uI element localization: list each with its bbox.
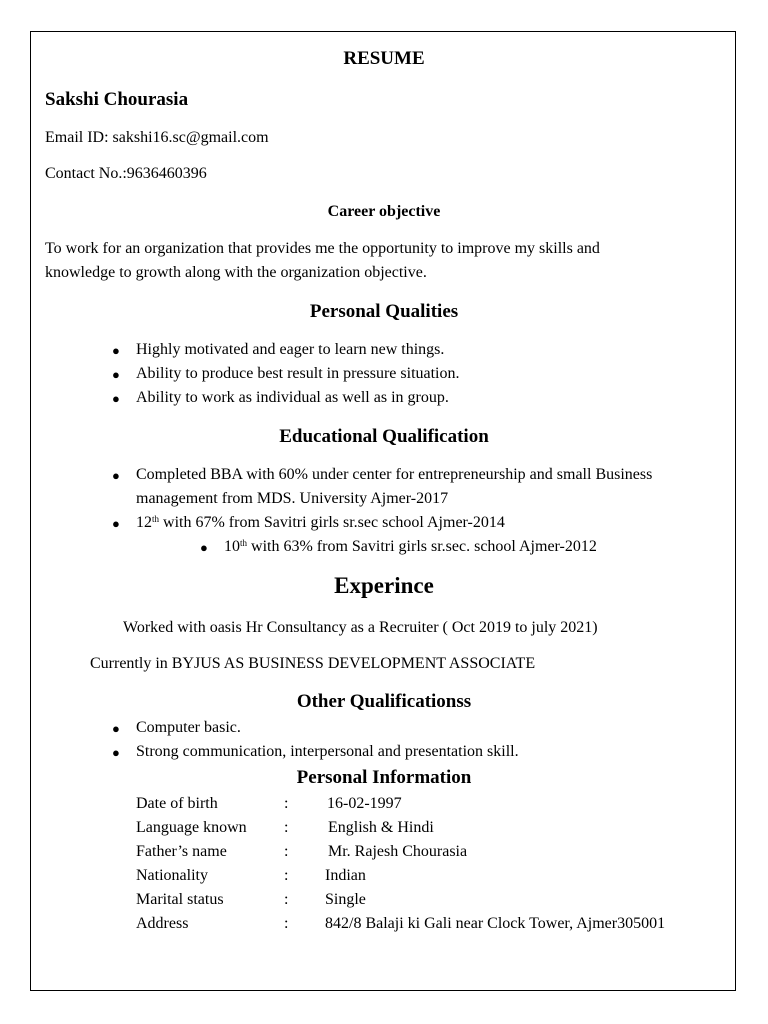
info-row-language xyxy=(136,819,736,841)
education-bba-line-1: Completed BBA with 60% under center for entrepreneurship and small Business xyxy=(136,466,653,483)
experience-line-1: Worked with oasis Hr Consultancy as a Recruiter ( Oct 2019 to july 2021) xyxy=(123,619,598,636)
other-item: Strong communication, interpersonal and presentation skill. xyxy=(136,743,519,760)
bullet-icon: ● xyxy=(112,367,120,382)
education-12th xyxy=(136,514,505,532)
experience-line-2: Currently in BYJUS AS BUSINESS DEVELOPMENT ASSOCIATE xyxy=(90,655,536,672)
info-row-dob xyxy=(136,795,736,817)
career-objective-line-2: knowledge to growth along with the organization objective. xyxy=(45,264,427,281)
info-label: Marital status xyxy=(136,891,224,908)
info-colon: : xyxy=(284,915,289,932)
info-value: Mr. Rajesh Chourasia xyxy=(328,843,468,860)
education-bba-line-2: management from MDS. University Ajmer-2017 xyxy=(136,490,449,507)
education-10th xyxy=(224,538,597,556)
education-12th-text: with 67% from Savitri girls sr.sec school Ajmer-2014 xyxy=(159,514,505,531)
bullet-icon: ● xyxy=(112,516,120,531)
info-label: Language known xyxy=(136,819,247,836)
email-line: Email ID: sakshi16.sc@gmail.com xyxy=(45,129,269,146)
other-qualifications-heading: Other Qualificationss xyxy=(296,691,472,712)
info-colon: : xyxy=(284,795,289,812)
info-colon: : xyxy=(284,819,289,836)
resume-title: RESUME xyxy=(343,48,425,69)
info-value: 842/8 Balaji ki Gali near Clock Tower, Ajmer305001 xyxy=(325,915,666,932)
other-item: Computer basic. xyxy=(136,719,241,736)
info-colon: : xyxy=(284,891,289,908)
quality-item: Ability to work as individual as well as in group. xyxy=(136,389,449,406)
info-label: Date of birth xyxy=(136,795,218,812)
info-value: English & Hindi xyxy=(328,819,434,836)
info-row-father xyxy=(136,843,736,865)
info-colon: : xyxy=(284,843,289,860)
info-value: 16-02-1997 xyxy=(327,795,402,812)
bullet-icon: ● xyxy=(112,343,120,358)
info-value: Indian xyxy=(325,867,366,884)
bullet-icon: ● xyxy=(112,745,120,760)
education-10th-num: 10 xyxy=(224,538,240,555)
bullet-icon: ● xyxy=(112,391,120,406)
candidate-name: Sakshi Chourasia xyxy=(45,89,189,110)
personal-qualities-heading: Personal Qualities xyxy=(309,301,459,322)
bullet-icon: ● xyxy=(200,540,208,555)
bullet-icon: ● xyxy=(112,468,120,483)
bullet-icon: ● xyxy=(112,721,120,736)
career-objective-heading: Career objective xyxy=(327,203,441,220)
info-label: Nationality xyxy=(136,867,208,884)
contact-line: Contact No.:9636460396 xyxy=(45,165,207,182)
info-label: Address xyxy=(136,915,189,932)
education-10th-sup: th xyxy=(240,538,248,548)
education-10th-text: with 63% from Savitri girls sr.sec. school Ajmer-2012 xyxy=(247,538,597,555)
personal-info-heading: Personal Information xyxy=(296,767,472,788)
quality-item: Ability to produce best result in pressure situation. xyxy=(136,365,460,382)
career-objective-line-1: To work for an organization that provides me the opportunity to improve my skills and xyxy=(45,240,600,257)
info-colon: : xyxy=(284,867,289,884)
quality-item: Highly motivated and eager to learn new things. xyxy=(136,341,445,358)
info-row-address xyxy=(136,915,736,937)
info-label: Father’s name xyxy=(136,843,227,860)
experience-heading: Experince xyxy=(334,573,434,598)
education-12th-num: 12 xyxy=(136,514,152,531)
education-heading: Educational Qualification xyxy=(279,426,489,447)
education-12th-sup: th xyxy=(152,514,160,524)
info-value: Single xyxy=(325,891,366,908)
resume-page xyxy=(30,31,736,991)
info-row-marital xyxy=(136,891,736,913)
info-row-nationality xyxy=(136,867,736,889)
